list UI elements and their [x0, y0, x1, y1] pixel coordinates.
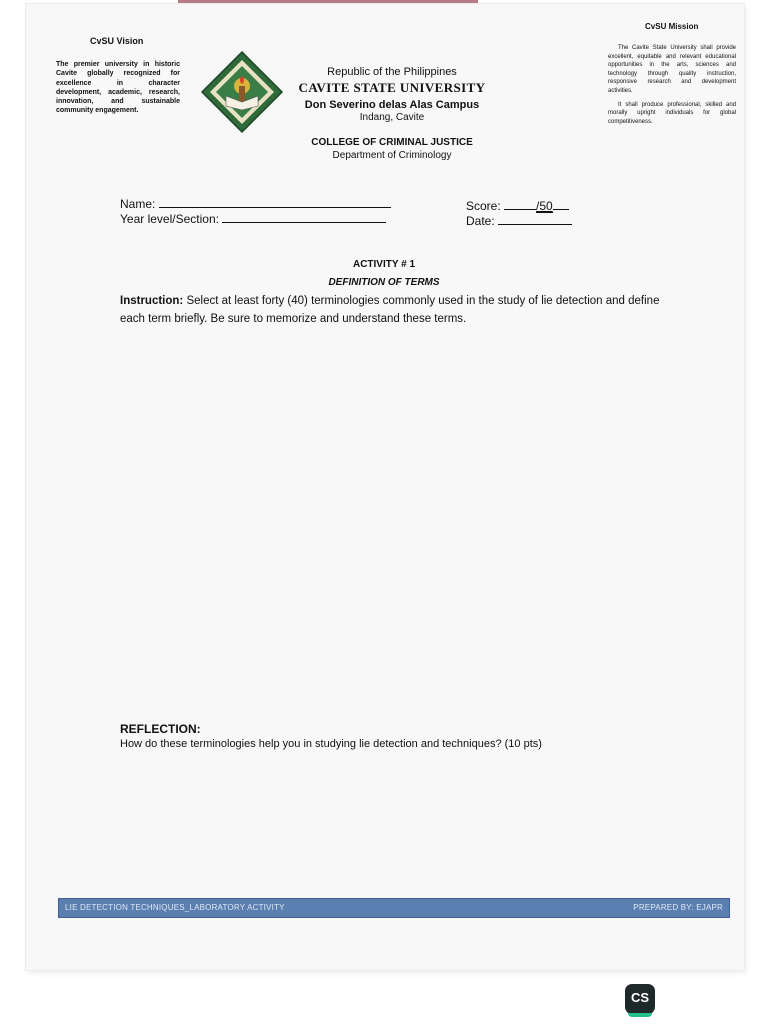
year-section-label: Year level/Section: [120, 212, 219, 226]
campus-name: Don Severino delas Alas Campus [304, 99, 480, 111]
mission-text [608, 44, 736, 131]
mission-paragraph-2: It shall produce professional, skilled and morally upright individuals for global competitiveness. [608, 101, 736, 125]
vision-text: The premier university in historic Cavite globally recognized for excellence in character development, academic, research, innovation, and sustainable community engagement. [56, 61, 180, 115]
activity-title: ACTIVITY # 1 [352, 259, 416, 270]
footer-prepared-by: PREPARED BY: EJAPR [633, 903, 723, 912]
name-label: Name: [120, 197, 156, 211]
campus-location: Indang, Cavite [359, 112, 425, 123]
name-field [120, 196, 391, 211]
activity-subtitle: DEFINITION OF TERMS [328, 277, 440, 288]
top-edge-strip [178, 0, 478, 3]
score-total: /50 [536, 199, 553, 213]
reflection-title: REFLECTION: [120, 722, 201, 736]
score-label: Score: [466, 199, 501, 213]
republic-line: Republic of the Philippines [327, 66, 457, 78]
score-blank[interactable] [504, 198, 536, 210]
score-blank-tail [553, 198, 569, 210]
reflection-question: How do these terminologies help you in studying lie detection and techniques? (10 pts) [120, 738, 542, 750]
camscanner-logo-icon: CS [625, 984, 655, 1014]
mission-title: CvSU Mission [645, 22, 699, 31]
date-blank[interactable] [498, 213, 572, 225]
score-field [466, 198, 569, 213]
university-seal-icon [200, 50, 284, 134]
university-name: CAVITE STATE UNIVERSITY [298, 80, 486, 95]
name-blank[interactable] [159, 196, 391, 208]
vision-title: CvSU Vision [90, 36, 144, 46]
department-name: Department of Criminology [332, 150, 452, 161]
footer-bar [58, 898, 730, 918]
institution-header [290, 66, 494, 161]
instruction-label: Instruction: [120, 295, 184, 307]
instruction-paragraph [120, 292, 660, 328]
date-label: Date: [466, 214, 495, 228]
college-name: COLLEGE OF CRIMINAL JUSTICE [311, 137, 473, 148]
date-field [466, 213, 572, 228]
footer-course-label: LIE DETECTION TECHNIQUES_LABORATORY ACTIVITY [65, 903, 285, 912]
instruction-text: Select at least forty (40) terminologies commonly used in the study of lie detection and define each term briefly. Be sure to memorize and understand these terms. [120, 295, 660, 325]
mission-paragraph-1: The Cavite State University shall provide excellent, equitable and relevant educational opportunities in the arts, sciences and technology through quality instruction, responsive research and development activities. [608, 45, 736, 94]
year-section-blank[interactable] [222, 211, 386, 223]
year-section-field [120, 211, 386, 226]
